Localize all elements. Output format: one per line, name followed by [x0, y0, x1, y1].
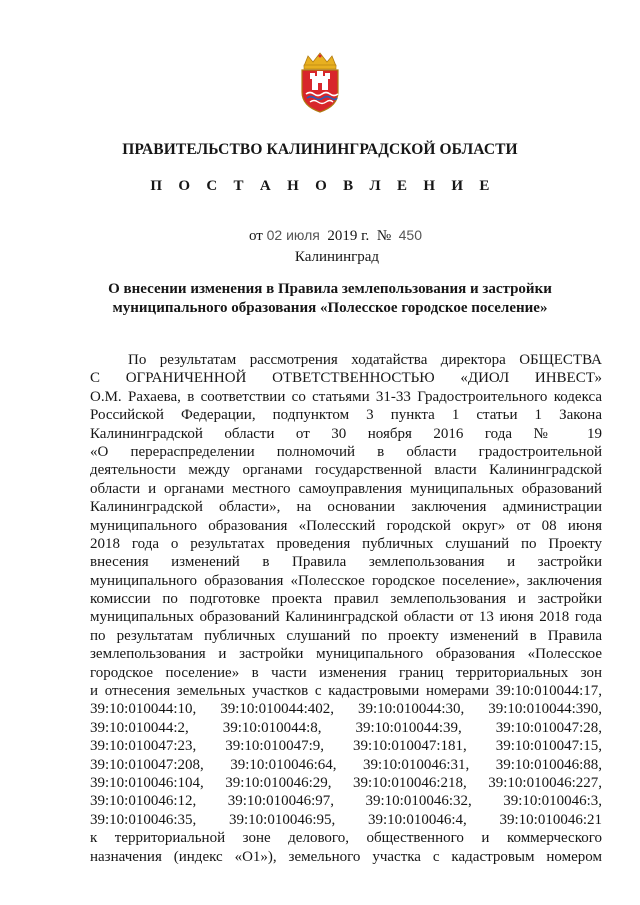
body-line: О.М. Рахаева, в соответствии со статьями 31-33 Градостроительного кодекса [90, 388, 602, 405]
body-line: муниципальных образований Калининградской области от 13 июня 2018 года [90, 609, 602, 626]
document-kind: П О С Т А Н О В Л Е Н И Е [150, 178, 496, 194]
body-line: 39:10:010047:208, 39:10:010046:64, 39:10:010046:31, 39:10:010046:88, [90, 756, 602, 773]
body-line: 39:10:010046:104, 39:10:010046:29, 39:10:010046:218, 39:10:010046:227, [90, 774, 602, 791]
body-line: к территориальной зоне делового, общественного и коммерческого [90, 830, 602, 847]
number-sign: № [376, 228, 392, 244]
body-line: «О перераспределении полномочий в области градостроительной [90, 443, 602, 460]
body-line: По результатам рассмотрения ходатайства директора ОБЩЕСТВА [128, 352, 602, 368]
body-line: городское поселение» в части изменения границ территориальных зон [90, 664, 602, 681]
body-line: 39:10:010044:2, 39:10:010044:8, 39:10:010044:39, 39:10:010047:28, [90, 719, 602, 736]
body-line: области и органами местного самоуправления муниципальных образований [90, 480, 602, 497]
body-line: 39:10:010046:35, 39:10:010046:95, 39:10:010046:4, 39:10:010046:21 [90, 811, 602, 828]
body-line: 39:10:010046:12, 39:10:010046:97, 39:10:010046:32, 39:10:010046:3, [90, 793, 602, 810]
body-text [90, 351, 602, 866]
city-name: Калининград [294, 249, 380, 265]
body-line: Калининградской области от 30 ноября 2016 года № 19 [90, 425, 602, 442]
body-line: Калининградской области», на основании заключения администрации [90, 499, 602, 516]
date-number-line [249, 227, 422, 245]
body-line: С ОГРАНИЧЕННОЙ ОТВЕТСТВЕННОСТЬЮ «ДИОЛ ИНВЕСТ» [90, 370, 602, 387]
government-title: ПРАВИТЕЛЬСТВО КАЛИНИНГРАДСКОЙ ОБЛАСТИ [122, 141, 518, 158]
body-line: по результатам публичных слушаний по проекту изменений в Правила [90, 627, 602, 644]
body-line: комиссии по подготовке проекта правил землепользования и застройки [90, 591, 602, 608]
body-line: и отнесения земельных участков с кадастровыми номерами 39:10:010044:17, [90, 683, 602, 700]
document-number: 450 [398, 227, 422, 243]
document-subject: О внесении изменения в Правила землепользования и застройки муниципального образования «Полесское городское поселение» [108, 281, 552, 316]
body-line: назначения (индекс «О1»), земельного участка с кадастровым номером [90, 848, 602, 865]
body-line: 39:10:010047:23, 39:10:010047:9, 39:10:010047:181, 39:10:010047:15, [90, 738, 602, 755]
date-year: 2019 г. [327, 228, 370, 244]
body-line: муниципального образования «Полесское городское поселение», заключения [90, 572, 602, 589]
body-line: муниципального образования «Полесский городской округ» от 08 июня [90, 517, 602, 534]
body-line: 2018 года о результатах проведения публичных слушаний по Проекту [90, 535, 602, 552]
date-prefix: от [249, 228, 263, 244]
body-line: деятельности между органами государственной власти Калининградской [90, 462, 602, 479]
body-line: землепользования и застройки муниципального образования «Полесское [90, 646, 602, 663]
body-line: внесения изменений в Правила землепользования и застройки [90, 554, 602, 571]
date-day-month: 02 июля [266, 227, 320, 243]
body-line: 39:10:010044:10, 39:10:010044:402, 39:10:010044:30, 39:10:010044:390, [90, 701, 602, 718]
body-line: Российской Федерации, подпунктом 3 пункта 1 статьи 1 Закона [90, 407, 602, 424]
coat-of-arms-icon [298, 52, 342, 114]
